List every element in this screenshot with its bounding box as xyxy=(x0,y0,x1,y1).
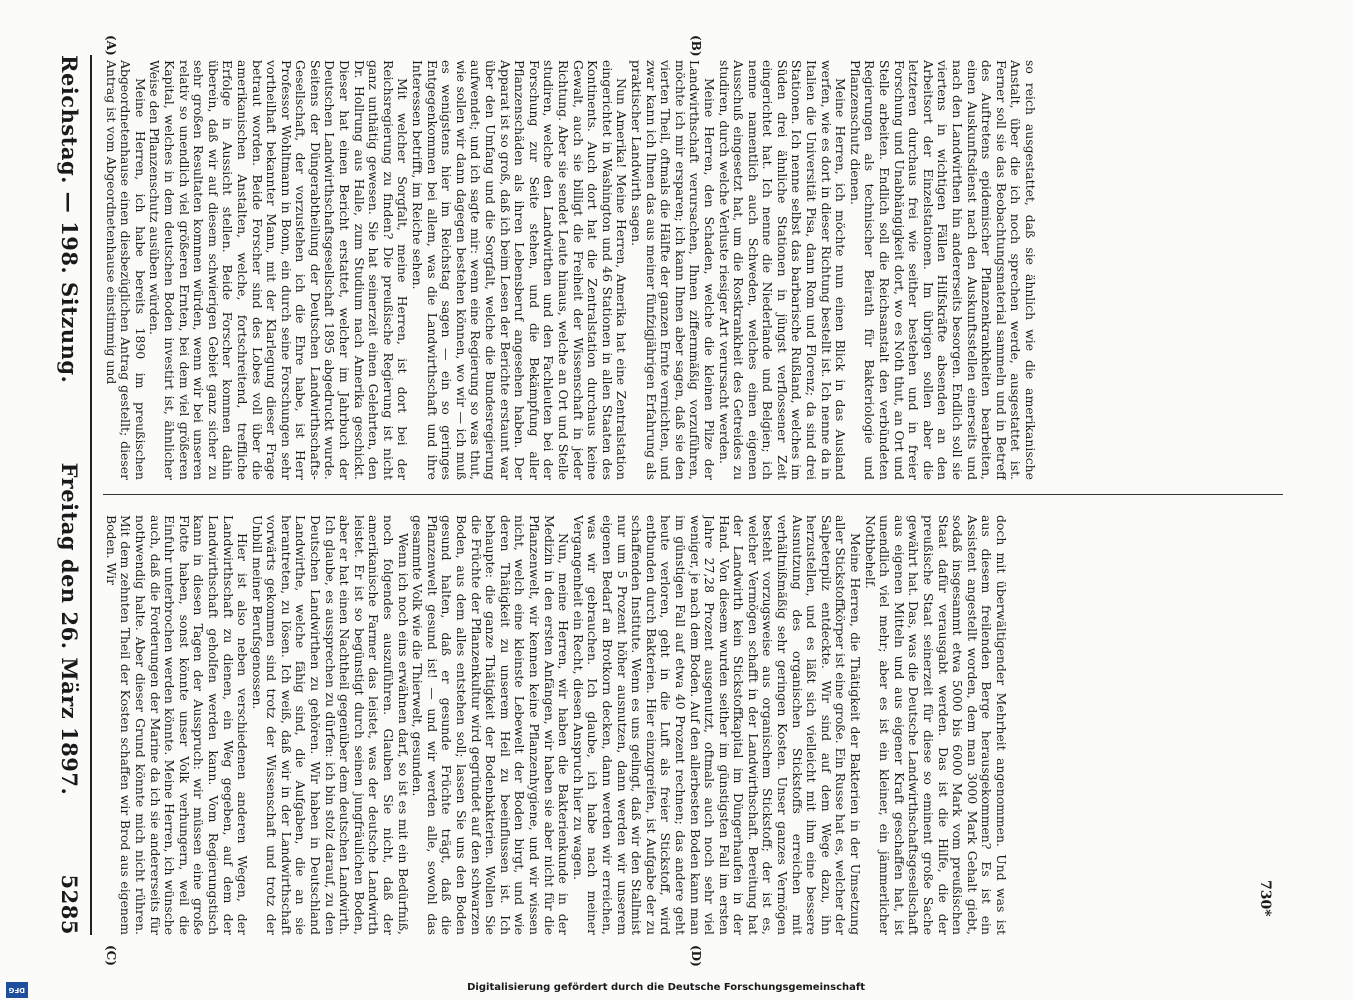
paragraph: Meine Herren, die Thätigkeit der Bakterien in der Umsetzung aller Stickstoffkörper ist eine große. Ein Russe hat es, welcher der Salpeterpilz entdeckte. Wir sind auf dem Wege dazu, ihn herzustellen, und es läßt sich vielleicht mit ihm eine bessere Ausnutzung des organischen Stickstoffs erreichen mit verhältnißmäßig sehr geringen Kosten. Unser ganzes Vermögen besteht vorzugsweise aus organischem Stickstoff; der ist es, welcher Vermögen schafft in der Landwirthschaft. Bereitung hat der Landwirth kein Stickstoffkapital im Düngerhaufen in der Hand. Von diesem wurden seither im günstigsten Fall im ersten Jahre 27,28 Prozent ausgenutzt, oftmals auch noch sehr viel weniger, je nach dem Boden. Auf den allerbesten Boden kann man im günstigen Fall auf etwa 40 Prozent rechnen; das andere geht heute verloren, geht in die Luft als freier Stickstoff, wird entbunden durch Bakterien. Hier einzugreifen, ist Aufgabe der zu schaffenden Institute. Wenn es uns gelingt, daß wir den Stallmist nur um 5 Prozent höher ausnutzen, dann werden wir unserem eigenen Bedarf an Brotkorn decken, dann werden wir erreichen, was wir gebrauchen. Ich glaube, ich habe nach meiner Vergangenheit ein Recht, diesen Anspruch hier zu wagen. xyxy=(570,515,863,935)
dfg-logo: DFG xyxy=(6,982,28,998)
paragraph: Meine Herren, den Schaden, welche die kleinen Pilze der Landwirthschaft verursachen, Ihnen ziffernmäßig vorzuführen, möchte ich mir ersparen; ich kann Ihnen aber sagen, daß sie den vierten Theil, oftmals die Hälfte der ganzen Ernte vernichten, und zwar kann ich Ihnen das aus meiner fünfzigjährigen Erfahrung als praktischer Landwirth sagen. xyxy=(628,60,717,480)
paragraph: Mit welcher Sorgfalt, meine Herren, ist dort bei der Reichsregierung zu finden? Die preußische Regierung ist nicht ganz unthätig gewesen. Sie hat seinerzeit einen Gelehrten, den Dr. Hollrung aus Halle, zum Studium nach Amerika geschickt. Dieser hat einen Bericht erstattet, welcher im Jahrbuch der Deutschen Landwirthschaftsgesellschaft 1895 abgedruckt wurde. Seitens der Düngerabtheilung der Deutschen Landwirthschafts-Gesellschaft, der vorzustehen ich die Ehre habe, ist Herr Professor Wohltmann in Bonn, ein durch seine Forschungen sehr vortheilhaft bekannter Mann, mit der Klarlegung dieser Frage betraut worden. Beide Forscher sind des Lobes voll über die amerikanischen Anstalten, welche, fortschreitend, treffliche Erfolge in Aussicht stellen. Beide Forscher kommen dahin überein, daß wir auf diesem schwierigen Gebiet ganz sicher zu sehr großen Resultaten kommen würden, wenn wir bei unseren relativ so unendlich viel größeren Ernten, bei dem viel größeren Kapital, welches in dem deutschen Boden investirt ist, ähnlicher Weise den Pflanzenschutz ausüben würden. xyxy=(147,60,411,480)
page-number: 5285 xyxy=(57,874,83,935)
digitization-sidebar xyxy=(0,982,1353,1000)
digitization-credit: Digitalisierung gefördert durch die Deutsche Forschungsgemeinschaft xyxy=(467,982,866,993)
margin-marker-d: (D) xyxy=(689,945,703,967)
margin-marker-a: (A) xyxy=(104,35,118,56)
paragraph: Nun, meine Herren, wir haben die Bakterienkunde in der Medizin in den ersten Anfängen, wir haben sie aber nicht für die Pflanzenwelt, wir kennen keine Pflanzenhygiene, und wir wissen nicht, welch eine kleinste Lebewelt der Boden birgt, und wie deren Thätigkeit zu unserem Heil zu beeinflussen ist. Ich behaupte: die ganze Thätigkeit der Bodenbakterien. Wollen Sie die Früchte der Pflanzenkultur wird gegründet auf den schwarzen Boden, aus dem alles entstehen soll; lassen Sie uns den Boden gesund halten, daß er gesunde Früchte trägt, daß die Pflanzenwelt gesund ist! — und wir werden alle, sowohl das gesammte Volk wie die Thierwelt, gesunden. xyxy=(410,515,571,935)
paragraph: Wenn ich noch eins erwähnen darf, so ist es mit ein Bedürfniß, noch folgendes auszuführen. Glauben Sie nicht, daß der amerikanische Farmer das leistet, was der deutsche Landwirth leistet. Er ist so begünstigt durch seinen jungfräulichen Boden, aber er hat einen Nachtheil gegenüber dem deutschen Landwirth. Ich glaube, es aussprechen zu dürfen: ich bin stolz darauf, zu den Deutschen Landwirthen zu gehören. Wir haben in Deutschland Landwirthe, welche fähig sind, die Aufgaben, die an sie herantreten, zu lösen. Ich weiß, daß wir in der Landwirthschaft vorwärts gekommen sind trotz der Wissenschaft und trotz der Unbill meiner Berufsgenossen. xyxy=(249,515,411,935)
header-center: Freitag den 26. März 1897. xyxy=(57,462,83,796)
margin-marker-c: (C) xyxy=(104,945,118,966)
column-divider xyxy=(103,494,1283,495)
paragraph: Meine Herren, ich möchte nun einen Blick in das Ausland werfen, wie es dort in dieser Richtung bestellt ist. Ich nenne da in Italien die Universität Pisa, dann Rom und Florenz; da sind drei Stationen. Ich nenne selbst das barbarische Rußland, welches im Süden drei ähnliche Stationen in jüngst verflossener Zeit eingerichtet hat. Ich nenne die Niederlande und Belgien; ich nenne namentlich auch Schweden, welches einen eigenen Ausschuß eingesetzt hat, um die Rostkrankheit des Getreides zu studiren, durch welche Verluste riesiger Art verursacht werden. xyxy=(716,60,849,480)
left-column xyxy=(103,60,1278,480)
page-header xyxy=(55,55,85,935)
header-left: Reichstag. — 198. Sitzung. xyxy=(57,55,83,384)
right-column xyxy=(103,515,1278,935)
paragraph: Hier ist also neben verschiedenen anderen Wegen, der Landwirthschaft zu dienen, ein Weg gegeben, auf dem der Landwirthschaft geholfen werden kann. Vom Regierungstisch kann in diesen Tagen der Ausspruch: wir müssen eine große Flotte haben, sonst könnte unser Volk verhungern, weil die Einfuhr unterbrochen werden könnte. Meine Herren, ich wünsche auch, daß die Forderungen der Marine da ich sie andererseits für nothwendig halte. Aber dieser Grund könnte mich nicht rühren. Mit dem zehnten Theil der Kosten schaffen wir Brod aus eigenem Boden. Wir xyxy=(103,515,250,935)
signature-number: 730* xyxy=(1257,880,1273,917)
margin-marker-b: (B) xyxy=(689,35,703,57)
header-rule xyxy=(90,55,92,935)
paragraph: so reich ausgestattet, daß sie ähnlich wie die amerikanische Anstalt, über die ich noch sprechen werde, ausgestattet ist. Ferner soll sie das Beobachtungsmaterial sammeln und in Betreff des Auftretens epidemischer Pflanzenkrankheiten bearbeiten, einen Auskunftsdienst nach den Auskunftsstellen einerseits und nach den Landwirthen hin andererseits besorgen. Endlich soll sie viertens in wichtigen Fällen Hilfskräfte absenden an den Arbeitsort der Einzelstationen. Im übrigen sollen aber die letzteren durchaus frei wie seither bestehen und in freier Forschung und Unabhängigkeit dort, wo es Noth thut, an Ort und Stelle arbeiten. Endlich soll die Reichsanstalt den verbündeten Regierungen als technischer Beirath für Bakteriologie und Pflanzenschutz dienen. xyxy=(847,60,1038,480)
paragraph: Meine Herren, ich habe bereits 1890 im preußischen Abgeordnetenhause einen diesbezüglichen Antrag gestellt; dieser Antrag ist vom Abgeordnetenhause einstimmig und xyxy=(103,60,148,480)
paragraph: Nun Amerika! Meine Herren, Amerika hat eine Zentralstation eingerichtet in Washington und 46 Stationen in allen Staaten des Kontinents. Auch dort hat die Zentralstation durchaus keine Gewalt, auch sie billigt die Freiheit der Wissenschaft in jeder Richtung. Aber sie sendet Leute hinaus, welche an Ort und Stelle studiren, welche den Landwirthen und den Fachleuten bei der Forschung zur Seite stehen, und die Bekämpfung aller Pflanzenschäden als ihren Lebensberuf angesehen haben. Der Apparat ist so groß, daß ich beim Lesen der Berichte erstaunt war über den Umfang und die Sorgfalt, welche die Bundesregierung aufwendet; und ich sagte mir: wenn eine Regierung so was thut, wie sollen wir dann dagegen bestehen können, wo wir — ich muß es wenigstens hier im Reichstag sagen — ein so geringes Entgegenkommen bei allem, was die Landwirthschaft und ihre Interessen betrifft, im Reiche sehen. xyxy=(410,60,630,480)
paragraph: doch mit überwältigender Mehrheit angenommen. Und was ist aus diesem freilenden Berge herausgekommen? Es ist ein Assistent angestellt worden, dem man 3000 Mark Gehalt giebt, sodaß insgesammt etwa 5000 bis 6000 Mark vom preußischen Staat dafür verausgabt werden. Das ist die Hilfe, die der preußische Staat seinerzeit für diese so eminent große Sache gewährt hat. Das, was die Deutsche Landwirthschaftsgesellschaft aus eigenen Mitteln und aus eigener Kraft geschaffen hat, ist unendlich viel mehr; aber es ist ein kleiner, ein jämmerlicher Nothbehelf. xyxy=(862,515,1009,935)
